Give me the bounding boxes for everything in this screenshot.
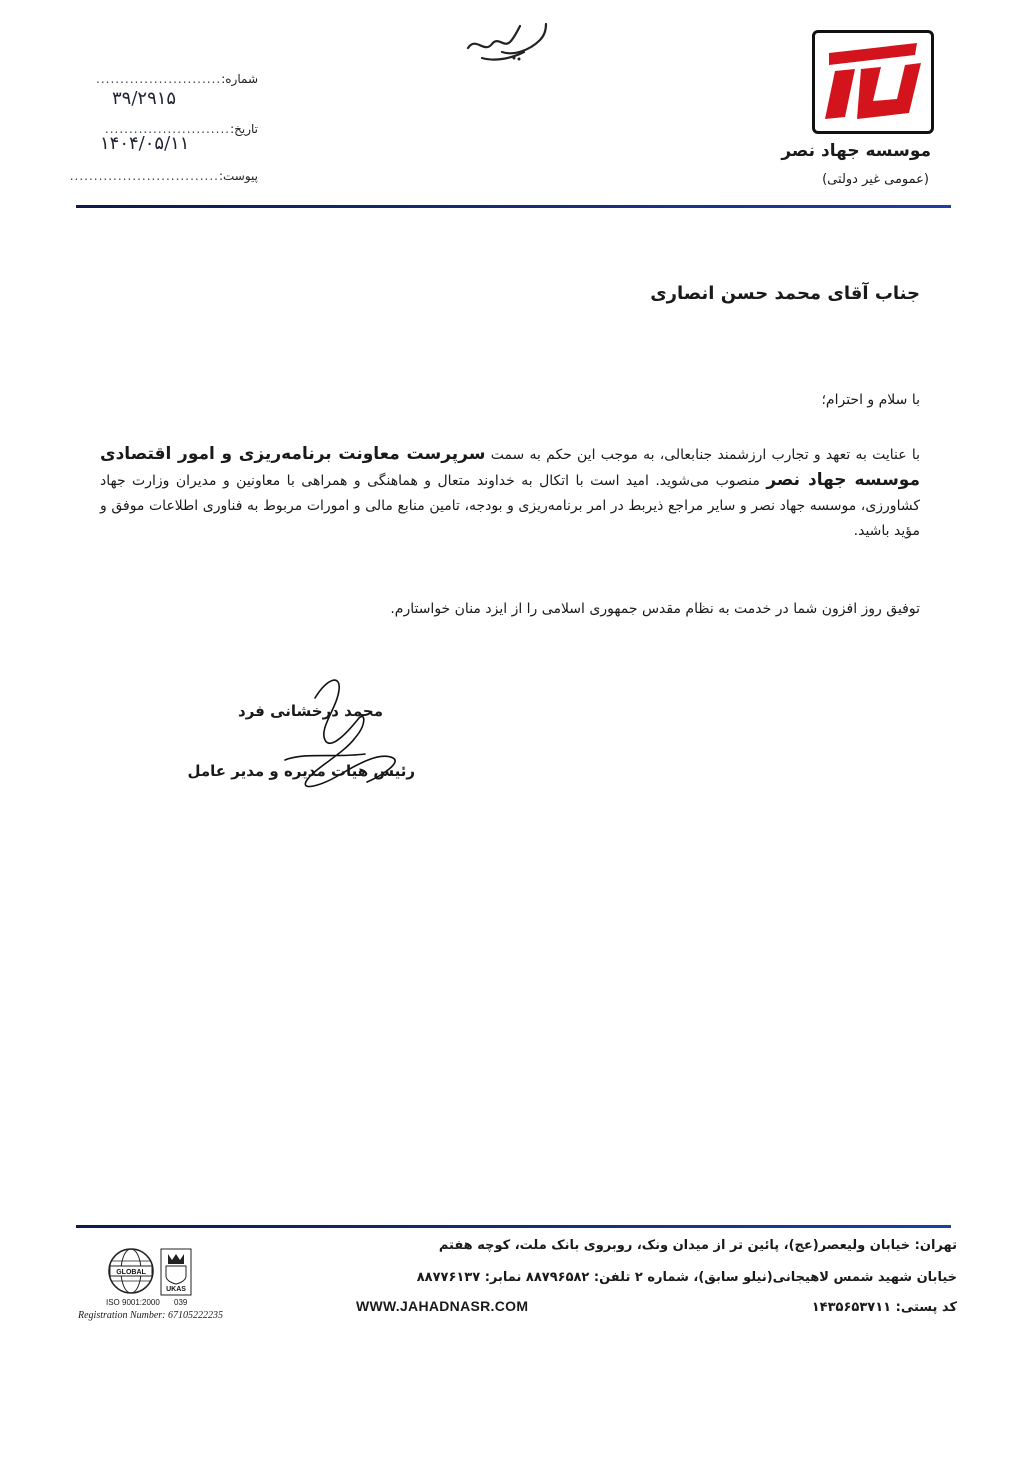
body-text-part2: منصوب می‌شوید. امید است با اتکال به خداوند متعال و هماهنگی و همراهی با معاونین و مدیران وزارت جهاد کشاورزی، موسسه جهاد نصر و سایر مراجع ذیربط در امر برنامه‌ریزی و بودجه، تامین منابع مالی و امورات مربوط به فناوری اطلاعات موفق و مؤید باشید. [100,473,920,539]
iso-label: ISO 9001:2000 [106,1298,160,1307]
greeting: با سلام و احترام؛ [821,392,920,408]
letter-number: ۳۹/۲۹۱۵ [112,88,177,109]
dotted-line: .......................... [96,72,222,86]
appointment-title: سرپرست معاونت برنامه‌ریزی و امور اقتصادی موسسه جهاد نصر [100,444,920,490]
dotted-line: ............................... [69,169,219,183]
attachment-field [70,169,258,183]
signatory-title: رئیس هیات مدیره و مدیر عامل [187,762,415,780]
date-label: تاریخ: [230,122,258,136]
basmala-calligraphy [462,18,552,72]
address-line-1: تهران: خیابان ولیعصر(عج)، پائین تر از میدان ونک، روبروی بانک ملت، کوچه هفتم [438,1238,957,1253]
iso-code: 039 [174,1298,188,1307]
address-line-2: خیابان شهید شمس لاهیجانی(نیلو سابق)، شماره ۲ تلفن: ۸۸۷۹۶۵۸۲ نمابر: ۸۸۷۷۶۱۳۷ [416,1270,957,1285]
dotted-line: .......................... [104,122,231,136]
number-label: شماره: [221,72,258,86]
registration-number: Registration Number: 67105222235 [78,1310,223,1321]
website-link[interactable]: WWW.JAHADNASR.COM [356,1298,529,1314]
org-subtitle: (عمومی غیر دولتی) [822,172,929,187]
closing: توفیق روز افزون شما در خدمت به نظام مقدس جمهوری اسلامی را از ایزد منان خواستارم. [390,601,920,617]
attachment-label: پیوست: [218,169,258,183]
postal-code: کد پستی: ۱۴۳۵۶۵۳۷۱۱ [811,1300,957,1315]
letter-body [100,442,920,544]
recipient: جناب آقای محمد حسن انصاری [650,283,920,304]
body-text-part1: با عنایت به تعهد و تجارب ارزشمند جنابعالی، به موجب این حکم به سمت [490,447,920,463]
global-badge-text: GLOBAL [116,1269,146,1276]
number-field [96,72,258,86]
footer-divider [76,1225,951,1228]
header-divider [76,205,951,208]
logo-mark [821,39,925,125]
org-name: موسسه جهاد نصر [781,141,931,161]
ukas-badge-text: UKAS [166,1286,186,1293]
logo [812,30,934,134]
handwritten-signature [255,668,435,822]
letter-date: ۱۴۰۴/۰۵/۱۱ [100,133,190,154]
global-certification-icon [106,1246,156,1300]
signatory-name: محمد درخشانی فرد [238,702,383,720]
ukas-certification-icon [160,1248,192,1300]
